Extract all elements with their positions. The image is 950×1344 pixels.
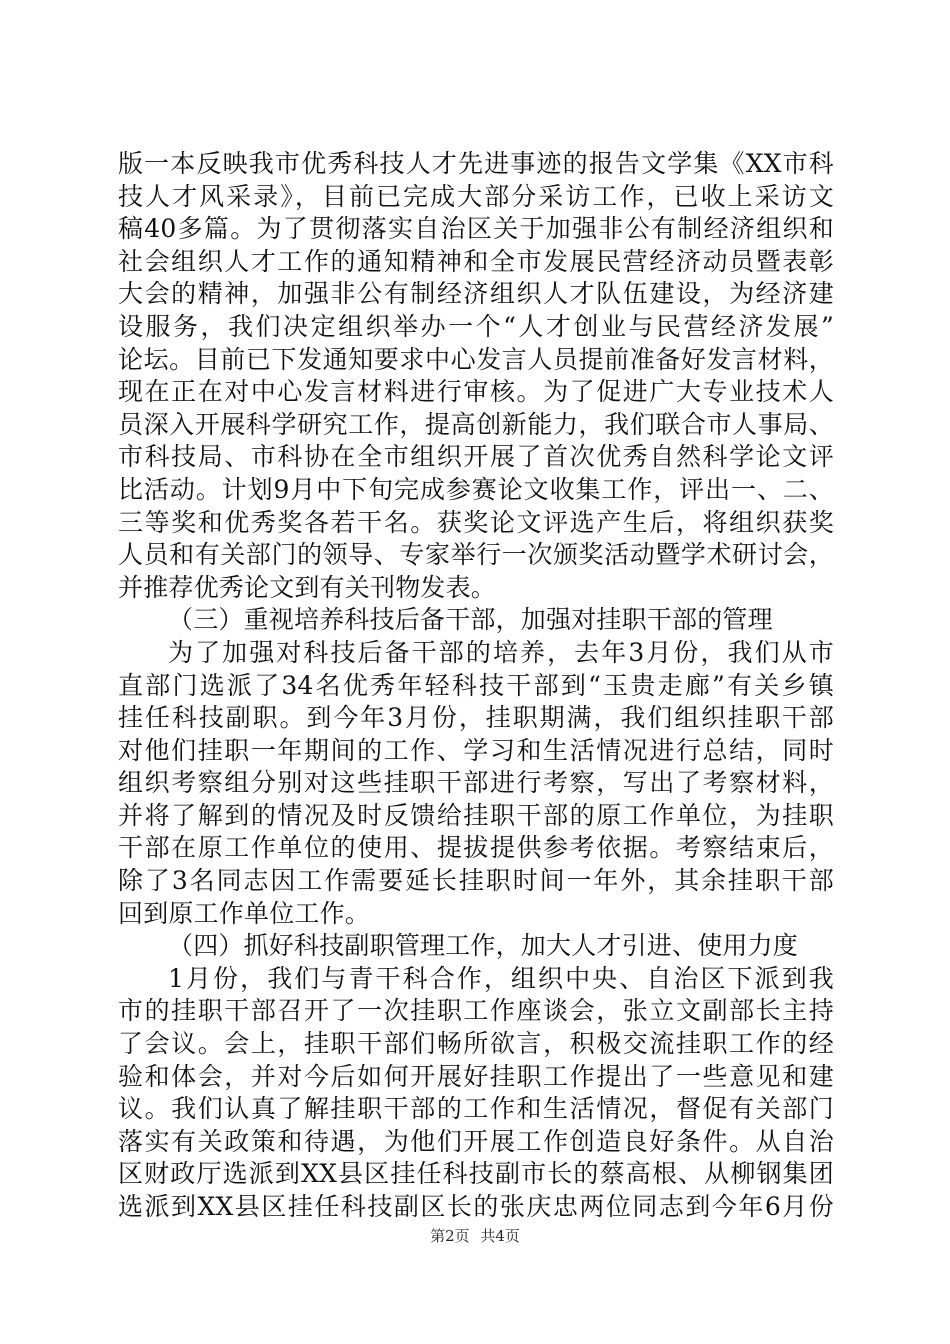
document-body (118, 148, 834, 1224)
text-line: 稿40多篇。为了贯彻落实自治区关于加强非公有制经济组织和 (118, 214, 834, 244)
text-line: 验和体会，并对今后如何开展好挂职工作提出了一些意见和建 (118, 1061, 834, 1091)
text-line: 版一本反映我市优秀科技人才先进事迹的报告文学集《XX市科 (118, 149, 834, 178)
text-line: 对他们挂职一年期间的工作、学习和生活情况进行总结，同时 (118, 735, 834, 765)
text-line: 除了3名同志因工作需要延长挂职时间一年外，其余挂职干部 (118, 866, 834, 896)
text-line: 比活动。计划9月中下旬完成参赛论文收集工作，评出一、二、 (118, 474, 834, 504)
text-line: 区财政厅选派到XX县区挂任科技副市长的蔡高根、从柳钢集团 (118, 1159, 834, 1189)
paragraph-first-line: 1月份，我们与青干科合作，组织中央、自治区下派到我 (168, 963, 834, 993)
text-line: 了会议。会上，挂职干部们畅所欲言，积极交流挂职工作的经 (118, 1029, 834, 1059)
text-line: 技人才风采录》，目前已完成大部分采访工作，已收上采访文 (118, 181, 834, 211)
page-total: 共4页 (480, 1227, 520, 1245)
text-line: 市的挂职干部召开了一次挂职工作座谈会，张立文副部长主持 (118, 996, 834, 1026)
text-line: 设服务，我们决定组织举办一个“人才创业与民营经济发展” (118, 311, 834, 341)
text-line: 并推荐优秀论文到有关刊物发表。 (118, 572, 497, 602)
text-line: 回到原工作单位工作。 (118, 898, 371, 928)
text-line: 议。我们认真了解挂职干部的工作和生活情况，督促有关部门 (118, 1094, 834, 1124)
text-line: 直部门选派了34名优秀年轻科技干部到“玉贵走廊”有关乡镇 (118, 670, 834, 700)
text-line: 选派到XX县区挂任科技副区长的张庆忠两位同志到今年6月份 (118, 1192, 834, 1221)
text-line: 市科技局、市科协在全市组织开展了首次优秀自然科学论文评 (118, 442, 834, 472)
page-number: 第2页 (430, 1227, 470, 1245)
page-footer (0, 1226, 950, 1246)
text-line: 大会的精神，加强非公有制经济组织人才队伍建设，为经济建 (118, 279, 834, 309)
paragraph-first-line: 为了加强对科技后备干部的培养，去年3月份，我们从市 (168, 637, 834, 667)
section-heading: （四）抓好科技副职管理工作，加大人才引进、使用力度 (168, 931, 799, 961)
text-line: 干部在原工作单位的使用、提拔提供参考依据。考察结束后， (118, 833, 834, 863)
section-heading: （三）重视培养科技后备干部，加强对挂职干部的管理 (168, 605, 773, 635)
text-line: 社会组织人才工作的通知精神和全市发展民营经济动员暨表彰 (118, 246, 834, 276)
text-line: 人员和有关部门的领导、专家举行一次颁奖活动暨学术研讨会， (118, 540, 834, 570)
text-line: 论坛。目前已下发通知要求中心发言人员提前准备好发言材料， (118, 344, 834, 374)
text-line: 现在正在对中心发言材料进行审核。为了促进广大专业技术人 (118, 377, 834, 407)
text-line: 落实有关政策和待遇，为他们开展工作创造良好条件。从自治 (118, 1126, 834, 1156)
text-line: 并将了解到的情况及时反馈给挂职干部的原工作单位，为挂职 (118, 800, 834, 830)
text-line: 三等奖和优秀奖各若干名。获奖论文评选产生后，将组织获奖 (118, 507, 834, 537)
text-line: 组织考察组分别对这些挂职干部进行考察，写出了考察材料， (118, 768, 834, 798)
text-line: 挂任科技副职。到今年3月份，挂职期满，我们组织挂职干部 (118, 703, 834, 733)
text-line: 员深入开展科学研究工作，提高创新能力，我们联合市人事局、 (118, 409, 834, 439)
